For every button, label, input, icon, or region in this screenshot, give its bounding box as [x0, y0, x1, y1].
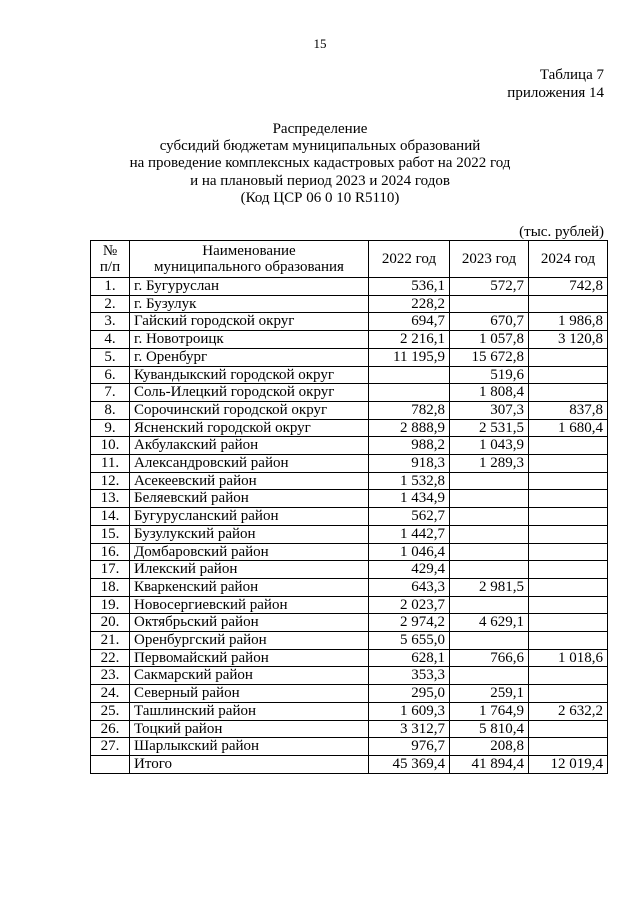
row-number: 5.	[91, 348, 130, 366]
table-label-line2: приложения 14	[507, 85, 604, 101]
title-line1: Распределение	[272, 121, 368, 137]
table-row	[91, 614, 608, 632]
table-row	[91, 455, 608, 473]
value-2024	[529, 455, 608, 473]
table-row	[91, 348, 608, 366]
table-row	[91, 596, 608, 614]
page-number: 15	[313, 36, 327, 51]
total-row	[91, 755, 608, 773]
value-2024	[529, 437, 608, 455]
value-2023: 2 981,5	[450, 578, 529, 596]
row-number: 24.	[91, 685, 130, 703]
municipality-name: г. Бугуруслан	[130, 278, 369, 296]
value-2023	[450, 295, 529, 313]
value-2024: 837,8	[529, 401, 608, 419]
value-2024	[529, 632, 608, 650]
value-2024	[529, 366, 608, 384]
title-line5: (Код ЦСР 06 0 10 R5110)	[240, 189, 400, 206]
row-number: 9.	[91, 419, 130, 437]
value-2023	[450, 667, 529, 685]
value-2024	[529, 596, 608, 614]
value-2023: 1 808,4	[450, 384, 529, 402]
row-number: 11.	[91, 455, 130, 473]
value-2022: 5 655,0	[369, 632, 450, 650]
header-num-line1: №	[102, 243, 118, 259]
value-2024	[529, 561, 608, 579]
municipality-name: г. Оренбург	[130, 348, 369, 366]
header-2024: 2024 год	[529, 241, 608, 278]
municipality-name: Илекский район	[130, 561, 369, 579]
value-2022: 2 974,2	[369, 614, 450, 632]
value-2024	[529, 525, 608, 543]
table-row	[91, 632, 608, 650]
value-2024: 1 986,8	[529, 313, 608, 331]
value-2024: 3 120,8	[529, 331, 608, 349]
row-number: 22.	[91, 649, 130, 667]
municipality-name: Акбулакский район	[130, 437, 369, 455]
value-2023: 670,7	[450, 313, 529, 331]
table-row	[91, 278, 608, 296]
value-2022: 1 434,9	[369, 490, 450, 508]
value-2022: 976,7	[369, 738, 450, 756]
value-2022: 782,8	[369, 401, 450, 419]
row-number: 6.	[91, 366, 130, 384]
municipality-name: Октябрьский район	[130, 614, 369, 632]
value-2023	[450, 490, 529, 508]
value-2023: 1 043,9	[450, 437, 529, 455]
value-2024	[529, 738, 608, 756]
value-2024	[529, 384, 608, 402]
table-row	[91, 437, 608, 455]
value-2022: 353,3	[369, 667, 450, 685]
value-2023: 572,7	[450, 278, 529, 296]
value-2023	[450, 508, 529, 526]
value-2022	[369, 366, 450, 384]
table-row	[91, 472, 608, 490]
row-number: 7.	[91, 384, 130, 402]
value-2024: 1 680,4	[529, 419, 608, 437]
value-2023: 1 289,3	[450, 455, 529, 473]
value-2022: 918,3	[369, 455, 450, 473]
row-number: 13.	[91, 490, 130, 508]
value-2022: 295,0	[369, 685, 450, 703]
row-number: 20.	[91, 614, 130, 632]
value-2023: 5 810,4	[450, 720, 529, 738]
table-row	[91, 401, 608, 419]
table-row	[91, 720, 608, 738]
municipality-name: Первомайский район	[130, 649, 369, 667]
row-number: 18.	[91, 578, 130, 596]
value-2022: 429,4	[369, 561, 450, 579]
value-2024	[529, 472, 608, 490]
value-2023: 15 672,8	[450, 348, 529, 366]
value-2022: 628,1	[369, 649, 450, 667]
value-2024	[529, 490, 608, 508]
table-label	[507, 66, 604, 102]
municipality-name: Кваркенский район	[130, 578, 369, 596]
value-2023	[450, 632, 529, 650]
municipality-name: г. Бузулук	[130, 295, 369, 313]
value-2024	[529, 614, 608, 632]
value-2024: 2 632,2	[529, 702, 608, 720]
row-number: 19.	[91, 596, 130, 614]
value-2022: 3 312,7	[369, 720, 450, 738]
value-2024: 742,8	[529, 278, 608, 296]
municipality-name: Асекеевский район	[130, 472, 369, 490]
value-2023: 208,8	[450, 738, 529, 756]
municipality-name: Бузулукский район	[130, 525, 369, 543]
header-num	[91, 241, 130, 278]
value-2024: 1 018,6	[529, 649, 608, 667]
table-row	[91, 702, 608, 720]
table-row	[91, 313, 608, 331]
table-row	[91, 738, 608, 756]
value-2023: 519,6	[450, 366, 529, 384]
header-name	[130, 241, 369, 278]
municipality-name: Александровский район	[130, 455, 369, 473]
municipality-name: Оренбургский район	[130, 632, 369, 650]
row-number: 16.	[91, 543, 130, 561]
row-number: 10.	[91, 437, 130, 455]
value-2022: 11 195,9	[369, 348, 450, 366]
municipality-name: Сорочинский городской округ	[130, 401, 369, 419]
row-number: 14.	[91, 508, 130, 526]
municipality-name: Домбаровский район	[130, 543, 369, 561]
table-row	[91, 419, 608, 437]
table-row	[91, 295, 608, 313]
table-body	[91, 278, 608, 756]
municipality-name: Сакмарский район	[130, 667, 369, 685]
row-number: 21.	[91, 632, 130, 650]
header-num-line2: п/п	[99, 259, 121, 275]
value-2024	[529, 720, 608, 738]
municipality-name: Новосергиевский район	[130, 596, 369, 614]
value-2023: 1 764,9	[450, 702, 529, 720]
table-row	[91, 384, 608, 402]
value-2023	[450, 543, 529, 561]
municipality-name: Соль-Илецкий городской округ	[130, 384, 369, 402]
row-number: 8.	[91, 401, 130, 419]
table-header-row	[91, 241, 608, 278]
row-number: 27.	[91, 738, 130, 756]
municipality-name: Северный район	[130, 685, 369, 703]
value-2024	[529, 667, 608, 685]
municipality-name: Бугурусланский район	[130, 508, 369, 526]
value-2024	[529, 295, 608, 313]
row-number: 25.	[91, 702, 130, 720]
header-2023: 2023 год	[450, 241, 529, 278]
table-row	[91, 649, 608, 667]
total-2023: 41 894,4	[450, 755, 529, 773]
municipality-name: Гайский городской округ	[130, 313, 369, 331]
table-row	[91, 685, 608, 703]
table-row	[91, 667, 608, 685]
value-2023: 259,1	[450, 685, 529, 703]
value-2023: 2 531,5	[450, 419, 529, 437]
row-number: 4.	[91, 331, 130, 349]
value-2024	[529, 578, 608, 596]
table-row	[91, 543, 608, 561]
subsidy-table	[90, 240, 608, 774]
value-2024	[529, 543, 608, 561]
value-2022: 2 023,7	[369, 596, 450, 614]
value-2022	[369, 384, 450, 402]
value-2023	[450, 596, 529, 614]
row-number: 1.	[91, 278, 130, 296]
total-2024: 12 019,4	[529, 755, 608, 773]
municipality-name: Ташлинский район	[130, 702, 369, 720]
table-row	[91, 490, 608, 508]
table-row	[91, 331, 608, 349]
table-row	[91, 525, 608, 543]
row-number: 2.	[91, 295, 130, 313]
value-2022: 2 888,9	[369, 419, 450, 437]
value-2023	[450, 525, 529, 543]
row-number: 17.	[91, 561, 130, 579]
title-line4: и на плановый период 2023 и 2024 годов	[190, 172, 450, 189]
value-2022: 643,3	[369, 578, 450, 596]
value-2022: 228,2	[369, 295, 450, 313]
municipality-name: Кувандыкский городской округ	[130, 366, 369, 384]
value-2023	[450, 472, 529, 490]
value-2022: 694,7	[369, 313, 450, 331]
header-name-line2: муниципального образования	[154, 259, 344, 275]
value-2024	[529, 685, 608, 703]
table-row	[91, 366, 608, 384]
total-num	[91, 755, 130, 773]
table-row	[91, 508, 608, 526]
title-line2: субсидий бюджетам муниципальных образований	[159, 138, 481, 155]
value-2023: 766,6	[450, 649, 529, 667]
total-label: Итого	[130, 755, 369, 773]
value-2023: 307,3	[450, 401, 529, 419]
units-note: (тыс. рублей)	[519, 224, 604, 240]
row-number: 26.	[91, 720, 130, 738]
row-number: 12.	[91, 472, 130, 490]
value-2022: 2 216,1	[369, 331, 450, 349]
table-label-line1: Таблица 7	[539, 67, 604, 83]
title-line3: на проведение комплексных кадастровых работ на 2022 год	[129, 155, 511, 172]
header-name-line1: Наименование	[202, 243, 296, 259]
value-2023	[450, 561, 529, 579]
municipality-name: Тоцкий район	[130, 720, 369, 738]
municipality-name: Ясненский городской округ	[130, 419, 369, 437]
value-2024	[529, 508, 608, 526]
table-row	[91, 578, 608, 596]
value-2023: 1 057,8	[450, 331, 529, 349]
header-2022: 2022 год	[369, 241, 450, 278]
municipality-name: Беляевский район	[130, 490, 369, 508]
row-number: 3.	[91, 313, 130, 331]
row-number: 15.	[91, 525, 130, 543]
value-2022: 536,1	[369, 278, 450, 296]
table-row	[91, 561, 608, 579]
municipality-name: Шарлыкский район	[130, 738, 369, 756]
value-2024	[529, 348, 608, 366]
total-2022: 45 369,4	[369, 755, 450, 773]
value-2022: 988,2	[369, 437, 450, 455]
value-2022: 1 532,8	[369, 472, 450, 490]
value-2022: 562,7	[369, 508, 450, 526]
municipality-name: г. Новотроицк	[130, 331, 369, 349]
document-title	[0, 121, 640, 207]
value-2022: 1 442,7	[369, 525, 450, 543]
value-2023: 4 629,1	[450, 614, 529, 632]
value-2022: 1 609,3	[369, 702, 450, 720]
value-2022: 1 046,4	[369, 543, 450, 561]
row-number: 23.	[91, 667, 130, 685]
